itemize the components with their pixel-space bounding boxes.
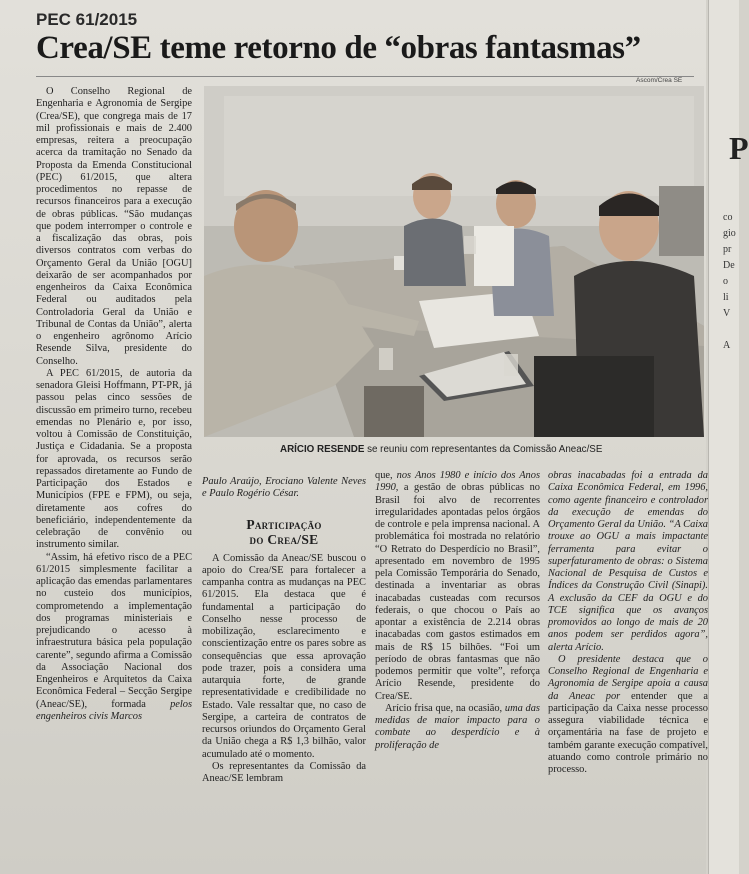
adjacent-page-fragment: o [723, 276, 728, 287]
paragraph-italic: uma das medidas de maior impacto para o combate ao desperdício e à proliferação de [375, 702, 540, 751]
paragraph: Os representantes da Comissão da Aneac/SE lembram [202, 760, 366, 784]
paragraph: O Conselho Regional de Engenharia e Agronomia de Sergipe (Crea/SE), que congrega mais de 17 mil profissionais e mais de 2.400 empresas, reitera a preocupação acerca da tramitação no Senado da Proposta da Emenda Constitucional (PEC) 61/2015, que altera procedimentos no repasse de recursos financeiros para a execução de obras públicas. “São mudanças que podem interromper o controle e a fiscalização das obras, pois diversos contratos com verbas do Orçamento Geral da União [OGU] deixarão de ser acompanhados por engenheiros da Caixa Econômica Federal ou auditados pela Controladoria Geral da União e Tribunal de Contas da União”, alerta o engenheiro agrônomo Arício Resende Silva, presidente do Conselho. [36, 86, 192, 367]
column-2 [202, 476, 366, 785]
column-3 [375, 470, 540, 752]
paragraph-text: Arício frisa que, na ocasião, [385, 702, 503, 714]
paragraph-text: que, [375, 470, 393, 481]
adjacent-page-fragment: li [723, 292, 729, 303]
adjacent-page-fragment: V [723, 308, 731, 319]
adjacent-page-fragment: gio [723, 228, 736, 239]
paragraph [375, 470, 540, 703]
paragraph [375, 703, 540, 752]
meeting-photo [204, 86, 704, 437]
subhead [202, 517, 366, 547]
adjacent-page-fragment: pr [723, 244, 732, 255]
adjacent-page-fragment: co [723, 212, 733, 223]
paragraph [548, 654, 708, 777]
paragraph-italic: O presidente destaca que o Conselho Regional de Engenharia e Agronomia de Sergipe apoia a causa da Aneac por [548, 653, 708, 702]
adjacent-page-fragment: A [723, 340, 731, 351]
meeting-photo-illustration [204, 86, 704, 437]
paragraph [36, 552, 192, 724]
caption-text: se reuniu com representantes da Comissão Aneac/SE [367, 444, 603, 455]
subhead-line: Participação [246, 516, 322, 532]
headline: Crea/SE teme retorno de “obras fantasmas” [36, 30, 641, 66]
headline-rule [36, 76, 694, 77]
paragraph: A PEC 61/2015, de autoria da senadora Gleisi Hoffmann, PT-PR, já passou pelas cinco sessões de discussão em primeiro turno, recebeu emendas no Plenário e, por isso, voltou à Comissão de Constituição, Justiça e Cidadania. Se a proposta for aprovada, os recursos serão repassados diretamente ao Fundo de Participação dos Estados e Municípios (FPE e FPM), ou seja, diretamente aos cofres do beneficiário, independentemente da celebração de convênio ou instrumento similar. [36, 367, 192, 551]
paragraph-text: “Assim, há efetivo risco de a PEC 61/2015 simplesmente facilitar a aplicação das emendas parlamentares no custeio dos municípios, comprometendo a implementação dos programas ministeriais e prejudicando o acesso à infraestrutura básica pela população carente”, segundo afirma a Comissão da Associação Nacional dos Engenheiros e Arquitetos da Caixa Econômica Federal – Secção Sergipe (Aneac/SE), formada [36, 551, 192, 710]
column-1 [36, 86, 192, 723]
column-4 [548, 470, 708, 776]
kicker: PEC 61/2015 [36, 10, 138, 29]
adjacent-page-letter: P [729, 130, 749, 166]
photo-caption [280, 444, 700, 455]
adjacent-page-strip [708, 0, 749, 874]
paragraph-italic: obras inacabadas foi a entrada da Caixa Econômica Federal, em 1996, como agente financeiro e controlador da execução de emendas do Orçamento Geral da União. “A Caixa trouxe ao OGU a mais impactante ferramenta para evitar o superfaturamento de obras: o Sistema Nacional de Pesquisa de Custos e Índices da Construção Civil (Sinapi). A exclusão da CEF da OGU e do TCE significa que os avanços promovidos ao longo de mais de 20 anos podem ser perdidos agora”, alerta Arício. [548, 470, 708, 653]
caption-name: ARÍCIO RESENDE [280, 444, 365, 455]
paragraph-italic: nos Anos 1980 e início dos Anos 1990, [375, 470, 540, 494]
photo-credit: Ascom/Crea SE [636, 77, 683, 84]
paragraph-text: a gestão de obras públicas no Brasil foi alvo de recorrentes irregularidades apontadas pelos órgãos de controle e pela imprensa nacional. A problemática foi mostrada no relatório “O Retrato do Desperdício no Brasil”, apresentado em novembro de 1995 pela Comissão Temporária do Senado, destinada a inventariar as obras inacabadas custeadas com recursos federais, o que chocou o País ao apontar a existência de 2.214 obras inacabadas com gastos estimados em mais de R$ 15 bilhões. “Foi um período de obras fantasmas que não podemos permitir que volte”, reforça Arício Resende, presidente do Crea/SE. [375, 482, 540, 702]
paragraph-italic: Paulo Araújo, Erociano Valente Neves e Paulo Rogério César. [202, 476, 366, 500]
paragraph: A Comissão da Aneac/SE buscou o apoio do Crea/SE para fortalecer a campanha contra as mudanças na PEC 61/2015. Ela destaca que é fundamental a participação do Conselho nesse processo de mobilização, esclarecimento e conscientização entre os pares sobre as consequências que essa aprovação pode trazer, pois a considera uma autarquia forte, de grande representatividade e credibilidade no Estado. Vale ressaltar que, no caso de Sergipe, a carteira de contratos de recursos oriundos do Orçamento Geral da União chega a R$ 1,3 bilhão, valor acumulado até o momento. [202, 552, 366, 760]
subhead-line: do Crea/SE [249, 531, 319, 547]
paragraph-italic: pelos engenheiros civis Marcos [36, 698, 192, 722]
paragraph-text: entender que a participação da Caixa nesse processo assegura viabilidade técnica e orçamentária na fase de projeto e também garante execução compatível, atuando como controle primário no processo. [548, 690, 708, 775]
adjacent-page-fragment: De [723, 260, 735, 271]
